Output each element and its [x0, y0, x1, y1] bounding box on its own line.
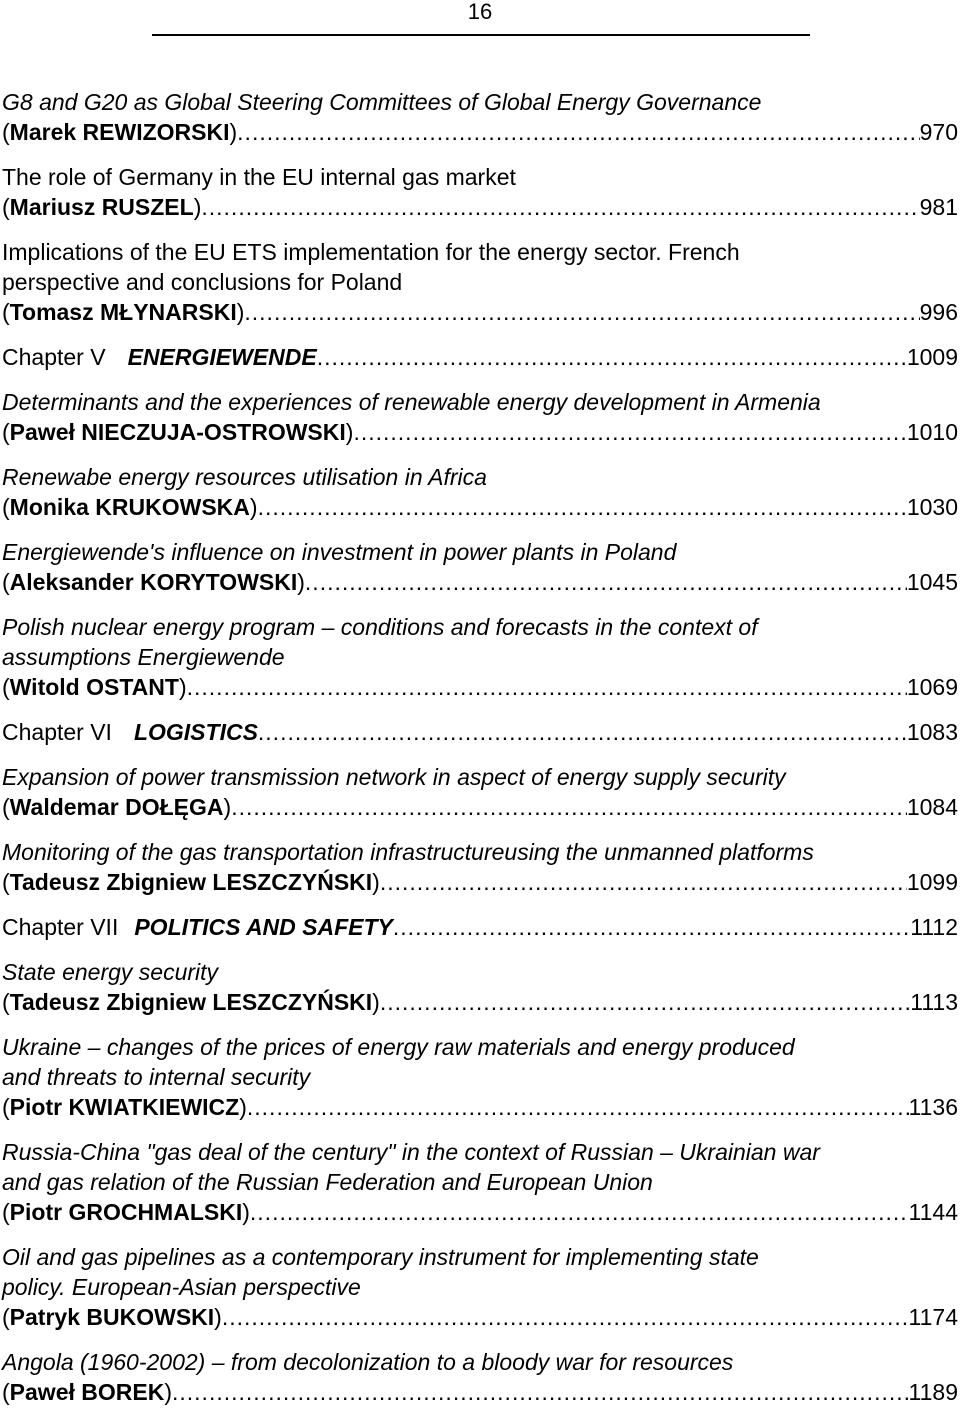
page-number-ref: 1030	[906, 494, 958, 520]
entry-title-line: Polish nuclear energy program – conditions and forecasts in the context of	[2, 614, 758, 640]
toc-entry-line	[2, 912, 958, 942]
toc-entry-line	[2, 192, 958, 222]
toc-entry-line	[2, 1302, 958, 1332]
toc-entry-line	[2, 492, 958, 522]
entry-title-line: Monitoring of the gas transportation infrastructureusing the unmanned platforms	[2, 839, 814, 865]
author-name: Marek REWIZORSKI	[9, 119, 230, 145]
dot-leader	[305, 567, 907, 597]
toc-entry-line	[2, 417, 958, 447]
author-paren-open: (	[2, 989, 10, 1015]
page-number-ref: 1174	[908, 1304, 958, 1330]
dot-leader	[237, 117, 919, 147]
author-paren-open: (	[2, 794, 10, 820]
toc-entry-line	[2, 297, 958, 327]
author-paren-close: )	[242, 1199, 250, 1225]
entry-title-line: Russia-China "gas deal of the century" in the context of Russian – Ukrainian war	[2, 1139, 820, 1165]
author-name: Waldemar DOŁĘGA	[9, 794, 224, 820]
toc-entry[interactable]	[2, 1032, 958, 1122]
author-name: Mariusz RUSZEL	[9, 194, 194, 220]
toc-entry-line	[2, 717, 958, 747]
author-paren-open: (	[2, 419, 10, 445]
entry-title-line: G8 and G20 as Global Steering Committees of Global Energy Governance	[2, 89, 762, 115]
page-number-ref: 1136	[908, 1094, 958, 1120]
author-paren-open: (	[2, 1304, 10, 1330]
entry-title-line: Oil and gas pipelines as a contemporary instrument for implementing state	[2, 1244, 759, 1270]
author-name: Witold OSTANT	[9, 674, 179, 700]
toc-entry-line	[2, 792, 958, 822]
author-paren-close: )	[345, 419, 354, 445]
entry-title-line: policy. European-Asian perspective	[2, 1274, 361, 1300]
author-paren-close: )	[372, 869, 380, 895]
page-number-ref: 1144	[908, 1199, 958, 1225]
toc-entry[interactable]	[2, 1242, 958, 1332]
author-name: Aleksander KORYTOWSKI	[9, 569, 298, 595]
page-number: 16	[467, 0, 493, 24]
entry-title-line: Energiewende's influence on investment in power plants in Poland	[2, 539, 677, 565]
chapter-label: Chapter VI	[2, 719, 112, 745]
page-number-ref: 996	[919, 299, 958, 325]
dot-leader	[172, 1377, 909, 1407]
toc-entry-line	[2, 117, 958, 147]
dot-leader	[201, 192, 919, 222]
author-paren-open: (	[2, 299, 10, 325]
dot-leader	[380, 867, 907, 897]
author-paren-close: )	[372, 989, 380, 1015]
dot-leader	[250, 1197, 909, 1227]
page-number-ref: 1083	[906, 719, 958, 745]
chapter-name: POLITICS AND SAFETY	[134, 914, 393, 940]
author-paren-open: (	[2, 1199, 10, 1225]
entry-title-line: assumptions Energiewende	[2, 644, 285, 670]
dot-leader	[317, 342, 907, 372]
page-number-ref: 1189	[908, 1379, 958, 1405]
author-paren-open: (	[2, 494, 10, 520]
entry-title-line: Expansion of power transmission network in aspect of energy supply security	[2, 764, 786, 790]
dot-leader	[244, 297, 919, 327]
chapter-name: LOGISTICS	[133, 719, 258, 745]
author-paren-close: )	[236, 299, 245, 325]
dot-leader	[247, 1092, 909, 1122]
toc-entry[interactable]	[2, 537, 958, 597]
entry-title-line: Renewabe energy resources utilisation in Africa	[2, 464, 487, 490]
author-name: Piotr GROCHMALSKI	[9, 1199, 243, 1225]
author-paren-close: )	[193, 194, 202, 220]
author-paren-open: (	[2, 1094, 10, 1120]
author-name: Paweł NIECZUJA-OSTROWSKI	[9, 419, 346, 445]
toc-entry[interactable]	[2, 237, 958, 327]
toc-entry[interactable]	[2, 612, 958, 702]
entry-title-line: Determinants and the experiences of renewable energy development in Armenia	[2, 389, 821, 415]
author-paren-open: (	[2, 674, 10, 700]
toc-entry[interactable]	[2, 1347, 958, 1407]
toc-entry[interactable]	[2, 87, 958, 147]
toc-entry-line	[2, 987, 958, 1017]
author-name: Monika KRUKOWSKA	[9, 494, 250, 520]
author-name: Patryk BUKOWSKI	[9, 1304, 215, 1330]
author-paren-close: )	[214, 1304, 222, 1330]
toc-chapter-heading[interactable]	[2, 717, 958, 747]
chapter-name: ENERGIEWENDE	[127, 344, 317, 370]
author-paren-close: )	[229, 119, 238, 145]
toc-entry[interactable]	[2, 162, 958, 222]
author-name: Tadeusz Zbigniew LESZCZYŃSKI	[9, 989, 373, 1015]
author-paren-close: )	[223, 794, 232, 820]
toc-entry-line	[2, 342, 958, 372]
page-number-ref: 1010	[906, 419, 958, 445]
dot-leader	[231, 792, 907, 822]
chapter-label: Chapter VII	[2, 914, 119, 940]
dot-leader	[187, 672, 907, 702]
author-name: Tomasz MŁYNARSKI	[9, 299, 237, 325]
author-paren-close: )	[249, 494, 258, 520]
toc-entry-line	[2, 1092, 958, 1122]
page-number-ref: 1113	[910, 989, 958, 1015]
toc-entry-line	[2, 1197, 958, 1227]
table-of-contents	[2, 87, 958, 1422]
author-paren-open: (	[2, 119, 10, 145]
author-paren-open: (	[2, 194, 10, 220]
author-paren-close: )	[297, 569, 305, 595]
entry-title-line: perspective and conclusions for Poland	[2, 269, 403, 295]
header-rule	[152, 34, 810, 36]
dot-leader	[380, 987, 910, 1017]
dot-leader	[258, 717, 907, 747]
author-paren-close: )	[178, 674, 187, 700]
entry-title-line: Ukraine – changes of the prices of energy raw materials and energy produced	[2, 1034, 795, 1060]
author-paren-close: )	[164, 1379, 172, 1405]
entry-title-line: Angola (1960-2002) – from decolonization to a bloody war for resources	[2, 1349, 734, 1375]
author-paren-open: (	[2, 869, 10, 895]
entry-title-line: and gas relation of the Russian Federation and European Union	[2, 1169, 653, 1195]
entry-title-line: Implications of the EU ETS implementation for the energy sector. French	[2, 239, 740, 265]
toc-entry[interactable]	[2, 957, 958, 1017]
toc-chapter-heading[interactable]	[2, 912, 958, 942]
author-paren-open: (	[2, 569, 10, 595]
page-number-ref: 1009	[906, 344, 958, 370]
entry-title-line: and threats to internal security	[2, 1064, 311, 1090]
dot-leader	[393, 912, 910, 942]
chapter-label: Chapter V	[2, 344, 106, 370]
toc-entry[interactable]	[2, 762, 958, 822]
page-number-ref: 1045	[906, 569, 958, 595]
author-paren-open: (	[2, 1379, 10, 1405]
dot-leader	[258, 492, 907, 522]
toc-entry[interactable]	[2, 837, 958, 897]
toc-entry-line	[2, 567, 958, 597]
author-name: Tadeusz Zbigniew LESZCZYŃSKI	[9, 869, 373, 895]
toc-entry-line	[2, 672, 958, 702]
author-name: Paweł BOREK	[9, 1379, 165, 1405]
toc-entry[interactable]	[2, 387, 958, 447]
page-number-ref: 1069	[906, 674, 958, 700]
author-name: Piotr KWIATKIEWICZ	[9, 1094, 240, 1120]
page-number-ref: 1112	[910, 914, 958, 940]
dot-leader	[353, 417, 906, 447]
toc-entry-line	[2, 1377, 958, 1407]
page-number-ref: 1099	[906, 869, 958, 895]
page-number-ref: 981	[919, 194, 958, 220]
toc-entry[interactable]	[2, 462, 958, 522]
page-number-ref: 970	[919, 119, 958, 145]
author-paren-close: )	[239, 1094, 247, 1120]
toc-entry[interactable]	[2, 1137, 958, 1227]
entry-title-line: State energy security	[2, 959, 219, 985]
dot-leader	[222, 1302, 909, 1332]
page-number-ref: 1084	[906, 794, 958, 820]
toc-chapter-heading[interactable]	[2, 342, 958, 372]
toc-entry-line	[2, 867, 958, 897]
entry-title-line: The role of Germany in the EU internal gas market	[2, 164, 516, 190]
